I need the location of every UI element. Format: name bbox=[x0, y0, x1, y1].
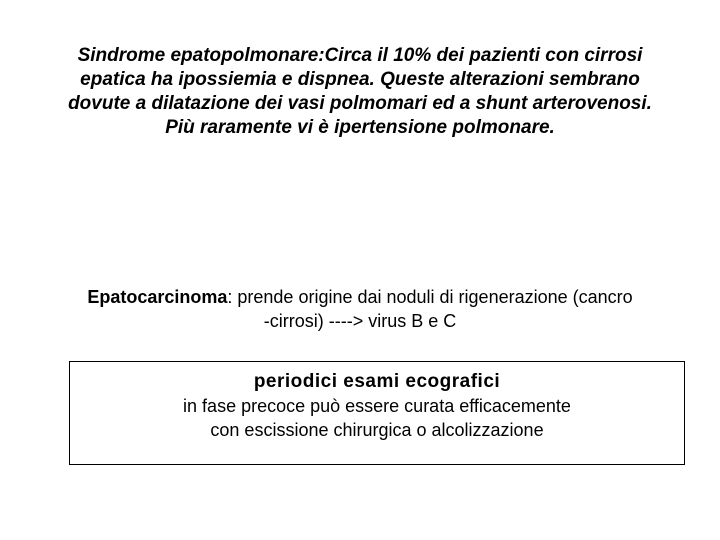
paragraph-line: Più raramente vi è ipertensione polmonare. bbox=[165, 117, 555, 138]
hepatopulmonary-syndrome-paragraph bbox=[30, 44, 690, 140]
paragraph-line: dovute a dilatazione dei vasi polmomari ed a shunt arterovenosi. bbox=[68, 93, 652, 114]
box-line: in fase precoce può essere curata efficacemente bbox=[183, 396, 571, 416]
hepatocarcinoma-paragraph bbox=[30, 285, 690, 333]
screening-box bbox=[69, 361, 685, 465]
hepatocarcinoma-term: Epatocarcinoma bbox=[87, 287, 228, 307]
paragraph-line: -cirrosi) ----> virus B e C bbox=[263, 311, 457, 331]
box-title: periodici esami ecografici bbox=[253, 371, 501, 392]
paragraph-line: Sindrome epatopolmonare:Circa il 10% dei pazienti con cirrosi bbox=[77, 45, 643, 66]
hepatocarcinoma-description: : prende origine dai noduli di rigenerazione (cancro bbox=[227, 287, 633, 307]
box-line: con escissione chirurgica o alcolizzazione bbox=[210, 420, 544, 440]
paragraph-line bbox=[30, 285, 690, 309]
paragraph-line: epatica ha ipossiemia e dispnea. Queste alterazioni sembrano bbox=[80, 69, 640, 90]
